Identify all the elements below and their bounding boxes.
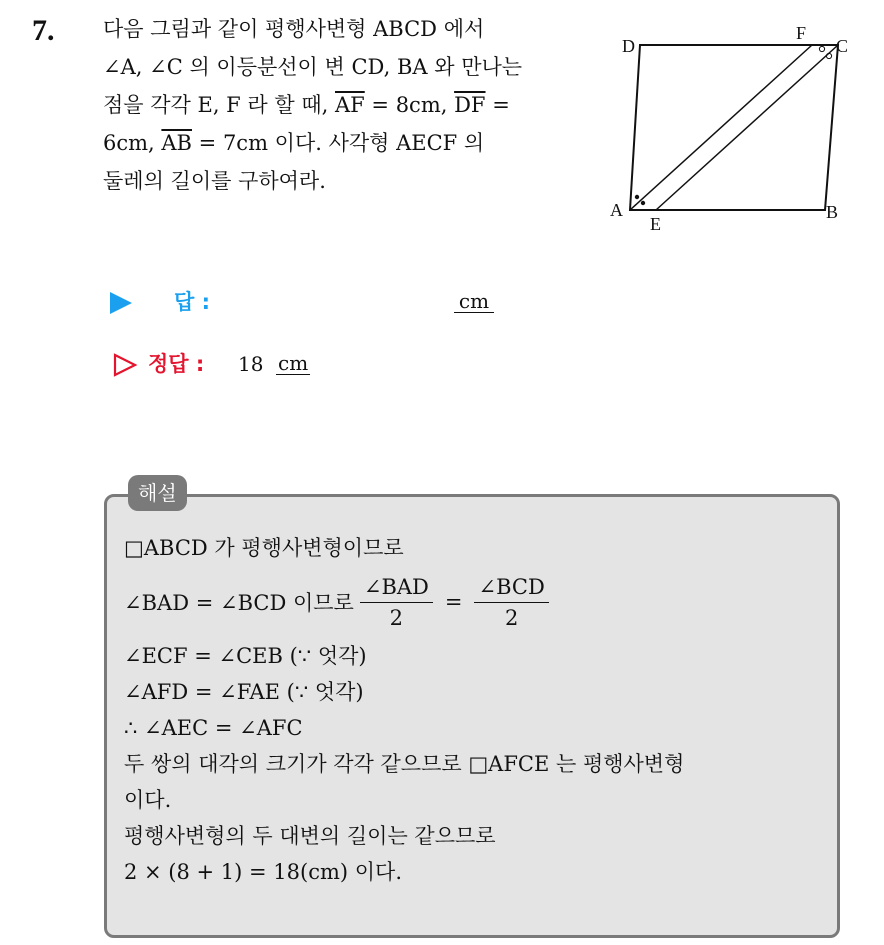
question-text (103, 10, 583, 200)
question-line-1: 다음 그림과 같이 평행사변형 ABCD 에서 (103, 17, 485, 41)
solution-tag: 해설 (128, 475, 187, 511)
solution-line-4: ∠AFD = ∠FAE (∵ 엇각) (124, 680, 364, 704)
solution-line-5: ∴ ∠AEC = ∠AFC (124, 716, 303, 740)
question-line-5: 둘레의 길이를 구하여라. (103, 169, 326, 193)
solution-line-6: 두 쌍의 대각의 크기가 각각 같으므로 □AFCE 는 평행사변형 (124, 752, 685, 776)
fraction-bad (360, 572, 433, 633)
answer-unit: cm (454, 290, 494, 313)
label-a: A (610, 200, 623, 220)
df-value: 6cm, (103, 131, 162, 155)
question-line-4 (103, 124, 583, 162)
answer-label: 답 : (174, 290, 210, 314)
correct-answer-row (110, 346, 510, 386)
ab-value: = 7cm 이다. 사각형 AECF 의 (192, 131, 485, 155)
fraction-bcd (474, 572, 548, 633)
label-b: B (826, 202, 839, 222)
question-line-3 (103, 86, 583, 124)
angle-mark-c2 (826, 53, 831, 58)
segment-af: $\overline{AF}$ (335, 93, 365, 117)
angle-mark-c1 (819, 46, 824, 51)
question-line-2: ∠A, ∠C 의 이등분선이 변 CD, BA 와 만나는 (103, 55, 523, 79)
segment-df: $\overline{DF}$ (454, 93, 486, 117)
fraction-bad-denominator: 2 (389, 605, 404, 630)
label-f: F (796, 23, 807, 43)
solution-line-3: ∠ECF = ∠CEB (∵ 엇각) (124, 644, 367, 668)
af-value: = 8cm, (364, 93, 455, 117)
fraction-bcd-denominator: 2 (504, 605, 519, 630)
correct-answer-value: 18 (238, 352, 264, 376)
angle-mark-a1 (635, 195, 639, 199)
solution-line-2 (124, 566, 834, 638)
solution-line-9: 2 × (8 + 1) = 18(cm) 이다. (124, 860, 403, 884)
bisector-ce (656, 45, 838, 210)
figure-svg (600, 20, 860, 240)
fraction-bad-numerator: ∠BAD (360, 572, 433, 603)
solution-line-7: 이다. (124, 788, 172, 812)
parallelogram-abcd (630, 45, 838, 210)
df-tail: = (485, 93, 510, 117)
bisector-af (630, 45, 812, 210)
fraction-bcd-numerator: ∠BCD (474, 572, 548, 603)
segment-ab: $\overline{AB}$ (161, 131, 192, 155)
solution-content (124, 530, 834, 890)
parallelogram-figure (600, 20, 860, 244)
question-number: 7. (32, 14, 55, 47)
question-line-3-text: 점을 각각 E, F 라 할 때, (103, 93, 329, 117)
correct-answer-unit: cm (278, 351, 309, 375)
answer-row (110, 282, 530, 322)
angle-mark-a2 (641, 201, 645, 205)
label-d: D (622, 36, 635, 56)
solution-line-2-text: ∠BAD = ∠BCD 이므로 (124, 591, 354, 615)
label-e: E (650, 214, 661, 234)
correct-answer-label: 정답 : (148, 352, 205, 376)
solution-line-8: 평행사변형의 두 대변의 길이는 같으므로 (124, 824, 496, 848)
outline-triangle-icon (112, 352, 138, 378)
label-c: C (836, 36, 849, 56)
play-icon (110, 292, 132, 314)
solution-line-1: □ABCD 가 평행사변형이므로 (124, 536, 404, 560)
equals-sign: = (444, 590, 463, 614)
